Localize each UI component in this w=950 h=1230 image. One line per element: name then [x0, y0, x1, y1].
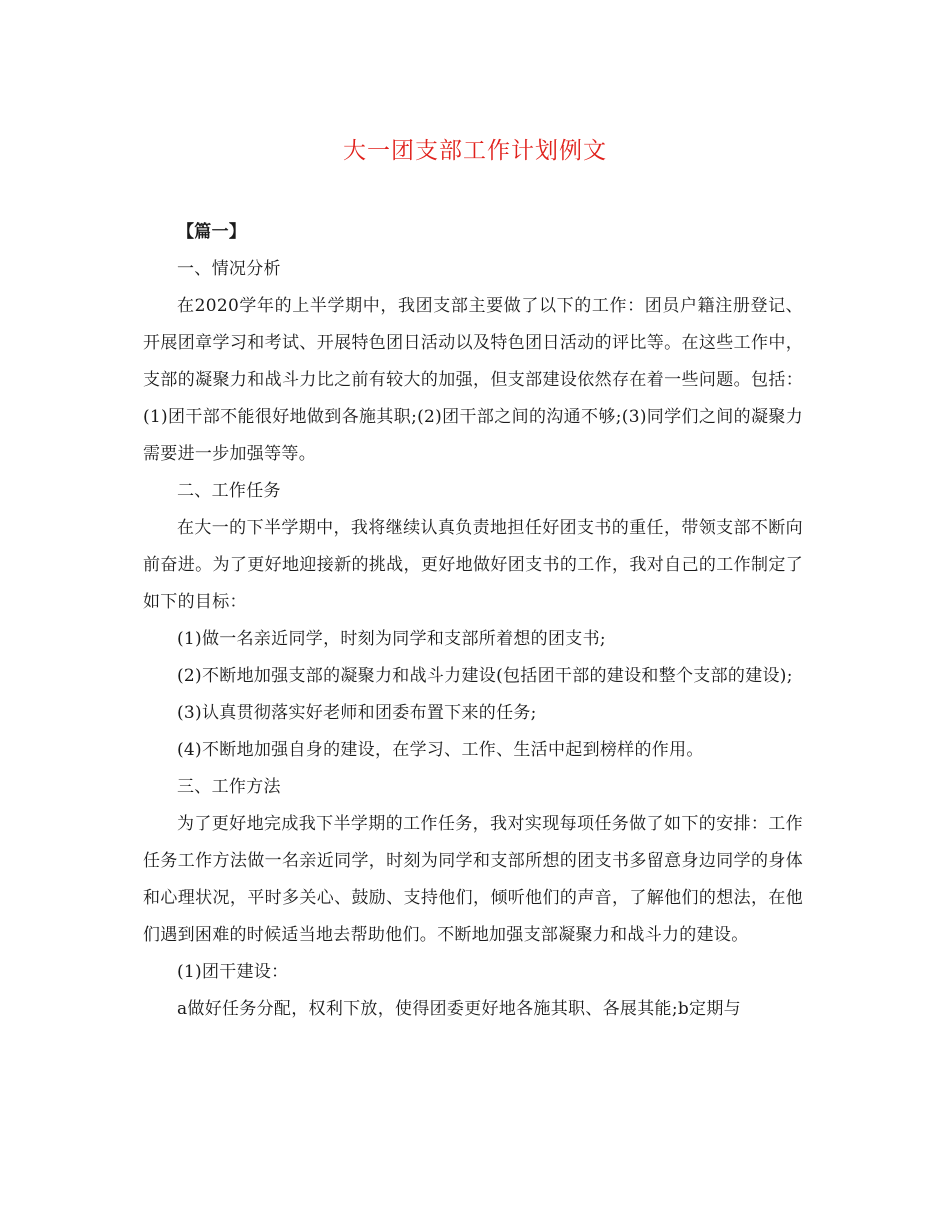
paragraph: 在2020学年的上半学期中，我团支部主要做了以下的工作：团员户籍注册登记、开展团章学习和考试、开展特色团日活动以及特色团日活动的评比等。在这些工作中，支部的凝聚力和战斗力比之前有较大的加强，但支部建设依然存在着一些问题。包括：(1)团干部不能很好地做到各施其职;(2)团干部之间的沟通不够;(3)同学们之间的凝聚力需要进一步加强等等。 [143, 296, 803, 464]
list-item: (2)不断地加强支部的凝聚力和战斗力建设(包括团干部的建设和整个支部的建设); [177, 666, 793, 686]
document-body [143, 214, 803, 1028]
paragraph: 为了更好地完成我下半学期的工作任务，我对实现每项任务做了如下的安排：工作任务工作方法做一名亲近同学，时刻为同学和支部所想的团支书多留意身边同学的身体和心理状况，平时多关心、鼓励、支持他们，倾听他们的声音，了解他们的想法，在他们遇到困难的时候适当地去帮助他们。不断地加强支部凝聚力和战斗力的建设。 [143, 814, 803, 945]
section-heading: 三、工作方法 [177, 777, 281, 797]
list-item: (4)不断地加强自身的建设，在学习、工作、生活中起到榜样的作用。 [177, 740, 704, 760]
list-item: (1)做一名亲近同学，时刻为同学和支部所着想的团支书; [177, 629, 606, 649]
section-heading: 一、情况分析 [177, 259, 281, 279]
list-item: (3)认真贯彻落实好老师和团委布置下来的任务; [177, 703, 537, 723]
section-heading: 二、工作任务 [177, 481, 281, 501]
paragraph: a做好任务分配，权利下放，使得团委更好地各施其职、各展其能;b定期与 [177, 999, 741, 1019]
list-item: (1)团干建设： [177, 962, 289, 982]
section-label: 【篇一】 [177, 222, 247, 242]
paragraph: 在大一的下半学期中，我将继续认真负责地担任好团支书的重任，带领支部不断向前奋进。为了更好地迎接新的挑战，更好地做好团支书的工作，我对自己的工作制定了如下的目标： [143, 518, 803, 612]
document-title: 大一团支部工作计划例文 [343, 138, 607, 164]
